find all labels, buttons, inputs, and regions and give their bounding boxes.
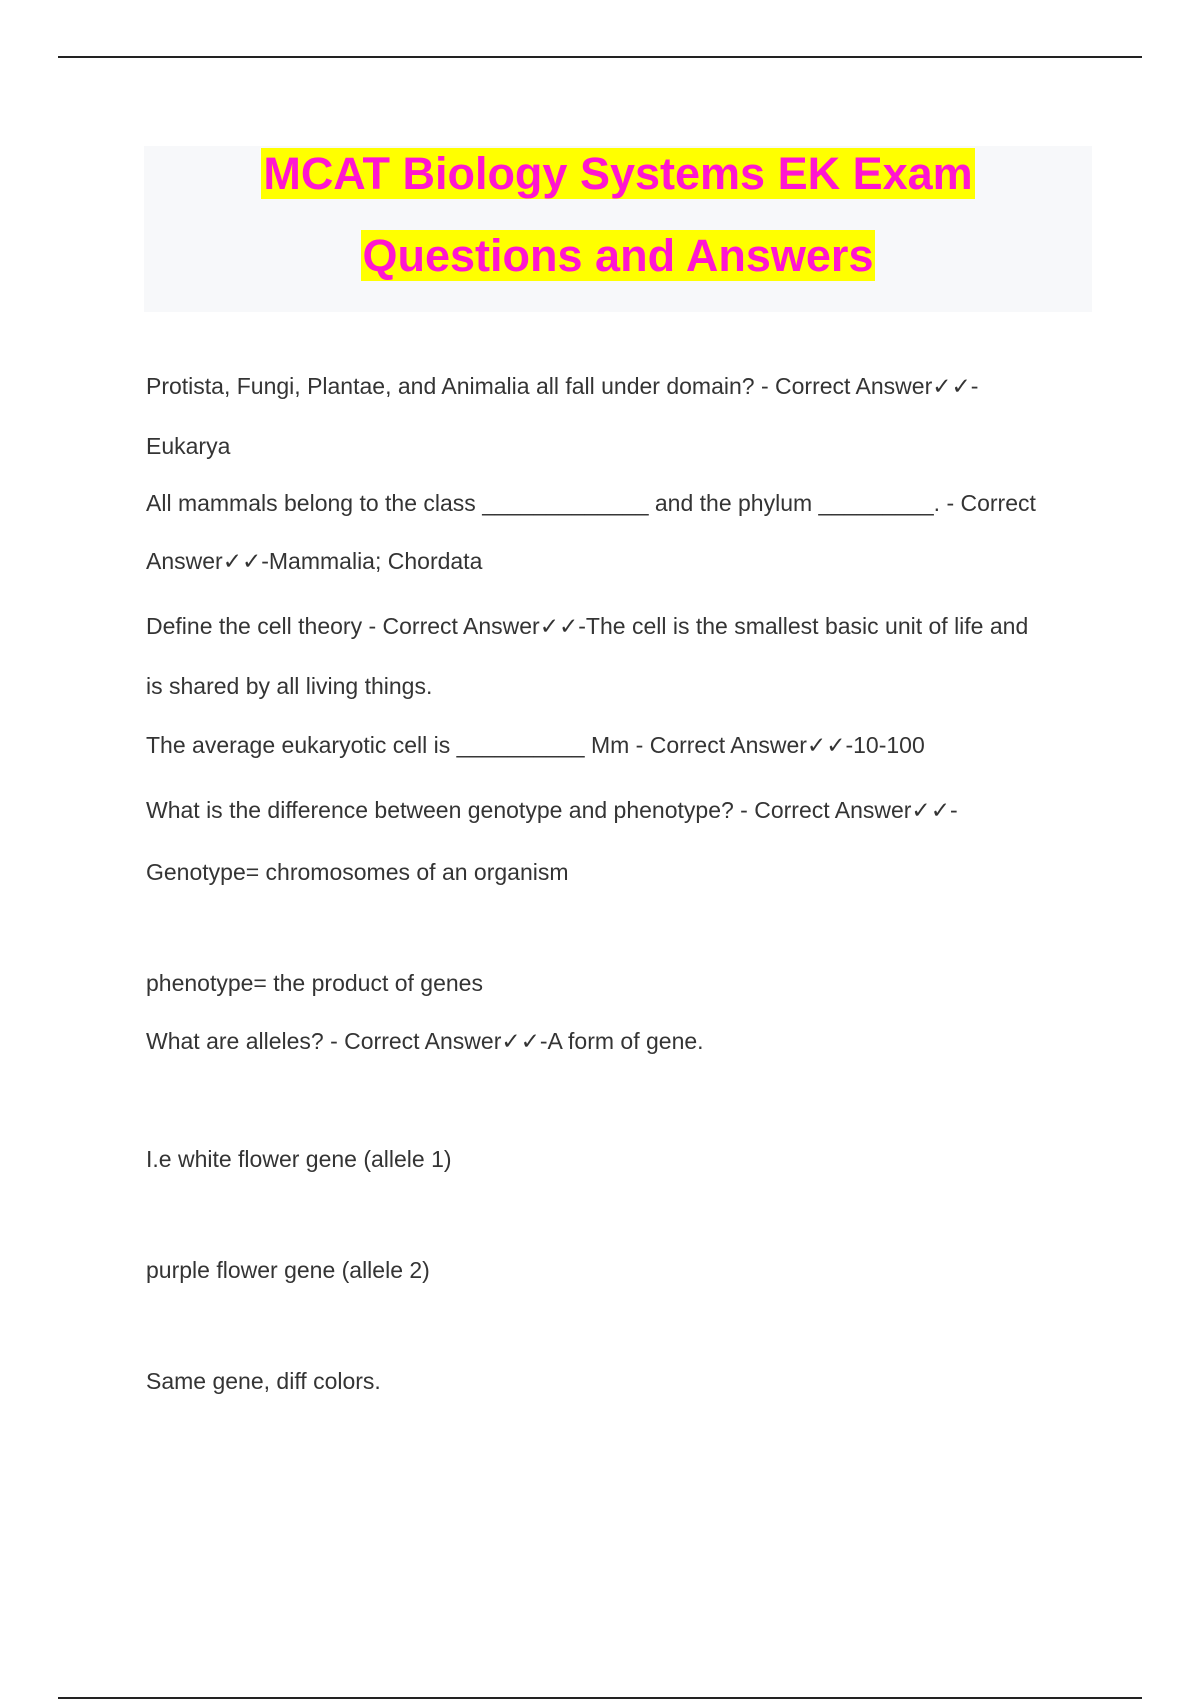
- top-rule: [58, 56, 1142, 58]
- q5-line-3: phenotype= the product of genes: [146, 970, 483, 996]
- bottom-rule: [58, 1697, 1142, 1699]
- q1-line-2: Eukarya: [146, 433, 231, 459]
- q6-line-1: What are alleles? - Correct Answer✓✓-A form of gene.: [146, 1028, 704, 1054]
- q6-line-4: Same gene, diff colors.: [146, 1368, 381, 1394]
- q5-line-1: What is the difference between genotype and phenotype? - Correct Answer✓✓-: [146, 797, 958, 823]
- title-line-1: [144, 146, 1092, 202]
- q3-line-2: is shared by all living things.: [146, 673, 433, 699]
- q6-line-3: purple flower gene (allele 2): [146, 1257, 430, 1283]
- q2-line-1: All mammals belong to the class _____________ and the phylum _________. - Correct: [146, 490, 1036, 516]
- title-block: [144, 146, 1092, 312]
- q5-line-2: Genotype= chromosomes of an organism: [146, 859, 569, 885]
- q2-line-2: Answer✓✓-Mammalia; Chordata: [146, 548, 483, 574]
- q3-line-1: Define the cell theory - Correct Answer✓✓-The cell is the smallest basic unit of life and: [146, 613, 1029, 639]
- q6-line-2: I.e white flower gene (allele 1): [146, 1146, 452, 1172]
- q4-line-1: The average eukaryotic cell is __________ Mm - Correct Answer✓✓-10-100: [146, 732, 925, 758]
- title-line-2: [144, 228, 1092, 284]
- title-text-1: MCAT Biology Systems EK Exam: [263, 148, 973, 199]
- q1-line-1: Protista, Fungi, Plantae, and Animalia all fall under domain? - Correct Answer✓✓-: [146, 373, 979, 399]
- title-text-2: Questions and Answers: [362, 230, 874, 281]
